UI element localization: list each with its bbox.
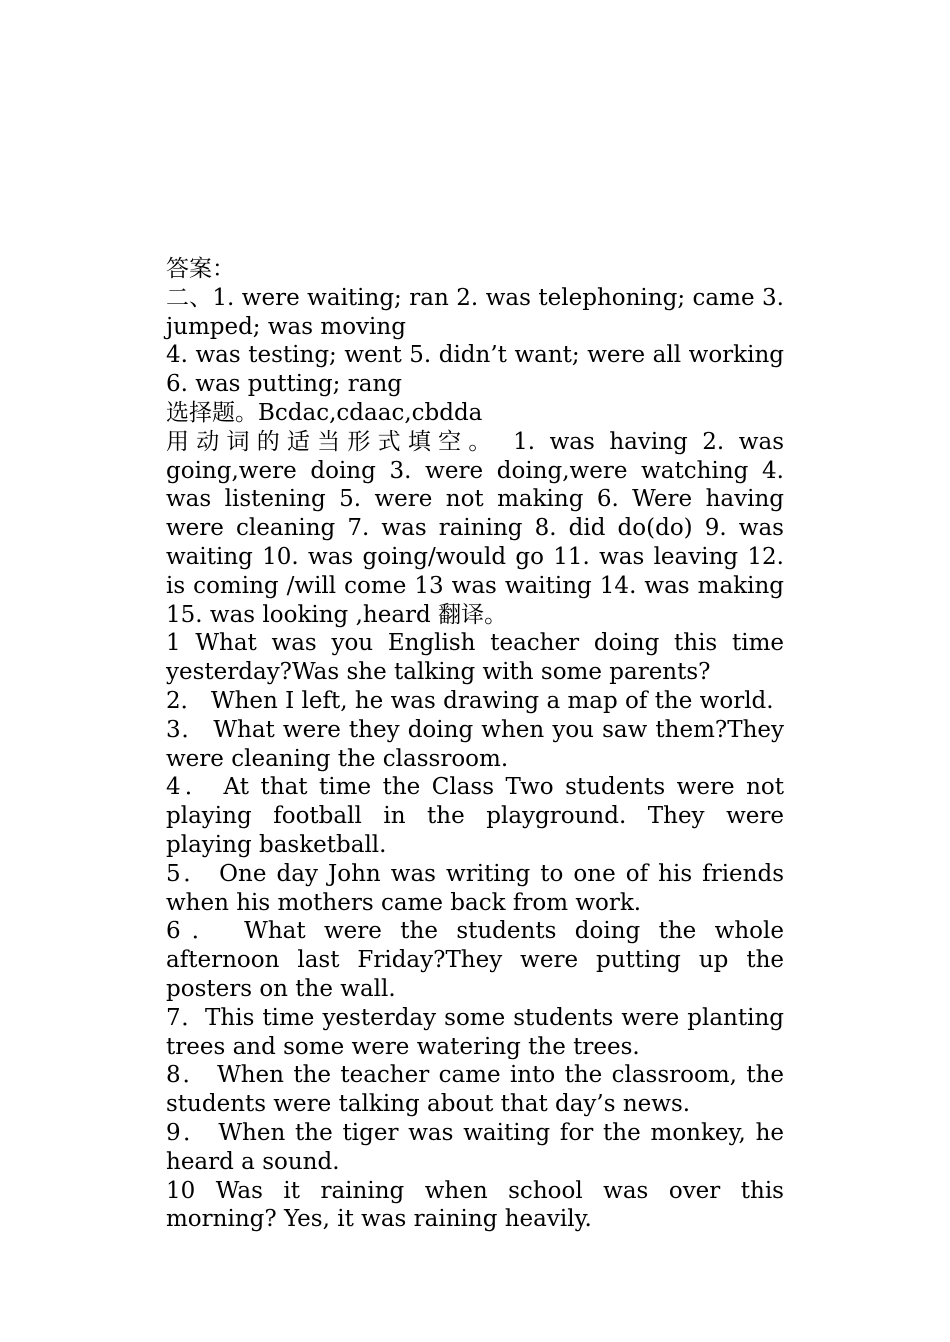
translation-item-2: 2． When I left, he was drawing a map of the world.	[166, 687, 774, 714]
fill-in-answers: 用动词的适当形式填空。 1. was having 2. was going,were doing 3. were doing,were watching 4. was listening 5. were not making 6. Were having were cleaning 7. was raining 8. did do(do) 9. was waiting 10. was going/would go 11. was leaving 12. is coming /will come 13 was waiting 14. was making 15. was looking ,heard 翻译。	[166, 428, 784, 628]
answers-heading: 答案：	[166, 256, 235, 282]
multiple-choice-answers: 选择题。Bcdac,cdaac,cbdda	[166, 399, 483, 426]
translation-item-6: 6． What were the students doing the whole afternoon last Friday?They were putting up the posters on the wall.	[166, 918, 784, 1002]
translation-item-1: 1 What was you English teacher doing this time yesterday?Was she talking with some parents?	[166, 630, 784, 686]
document-body	[166, 255, 784, 1234]
translation-item-9: 9． When the tiger was waiting for the monkey, he heard a sound.	[166, 1119, 784, 1175]
translation-item-8: 8． When the teacher came into the classroom, the students were talking about that day’s news.	[166, 1062, 784, 1118]
section-two-line-1: 二、1. were waiting; ran 2. was telephoning; came 3. jumped; was moving	[166, 284, 784, 340]
translation-item-10: 10 Was it raining when school was over this morning? Yes, it was raining heavily.	[166, 1177, 784, 1233]
section-two-line-2: 4. was testing; went 5. didn’t want; were all working 6. was putting; rang	[166, 342, 784, 398]
translation-item-3: 3． What were they doing when you saw them?They were cleaning the classroom.	[166, 716, 784, 772]
translation-item-4: 4． At that time the Class Two students were not playing football in the playground. They were playing basketball.	[166, 774, 784, 858]
translation-item-5: 5． One day John was writing to one of his friends when his mothers came back from work.	[166, 860, 784, 916]
translation-item-7: 7．This time yesterday some students were planting trees and some were watering the trees.	[166, 1004, 784, 1060]
